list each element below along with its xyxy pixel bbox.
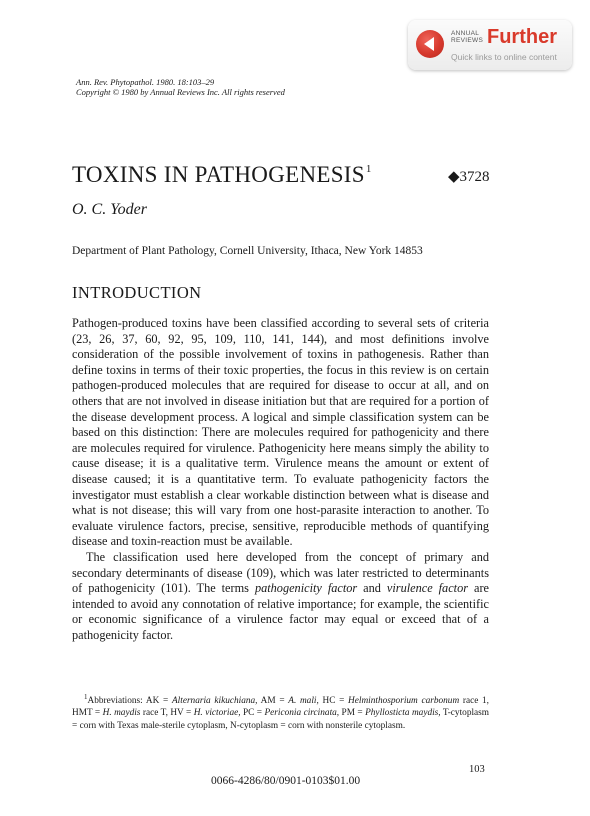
- author-name: O. C. Yoder: [72, 201, 147, 218]
- annual-reviews-further-badge[interactable]: [408, 20, 572, 70]
- author-affiliation: Department of Plant Pathology, Cornell University, Ithaca, New York 14853: [72, 245, 423, 257]
- back-arrow-icon: [416, 30, 444, 58]
- term-virulence-factor: virulence factor: [386, 581, 469, 596]
- term-pathogenicity-factor: pathogenicity factor: [254, 581, 358, 596]
- paragraph-2-text-a: The classification used here developed from the concept of primary and secondary determinants of disease (109), which was later restricted to determinants of pathogenicity (101). The terms: [72, 549, 489, 596]
- footnote-mark: 1: [84, 693, 88, 701]
- badge-annual-label: ANNUAL: [451, 30, 480, 37]
- fn-text: AM =: [257, 696, 289, 707]
- paragraph-2-and: and: [357, 581, 387, 596]
- article-body: [72, 316, 489, 643]
- fn-italic: H. maydis: [102, 708, 141, 719]
- fn-text: PC =: [240, 708, 265, 719]
- fn-text: race 1, HMT =: [72, 696, 489, 719]
- fn-text: HC =: [318, 696, 349, 707]
- badge-quick-links-text: Quick links to online content: [451, 52, 557, 62]
- fn-text: Abbreviations: AK =: [87, 696, 172, 707]
- copyright-line: Copyright © 1980 by Annual Reviews Inc. All rights reserved: [76, 87, 285, 97]
- fn-italic: H. victoriae,: [193, 708, 241, 719]
- article-code: ◆3728: [448, 169, 490, 185]
- badge-reviews-label: REVIEWS: [451, 37, 484, 44]
- article-title-text: TOXINS IN PATHOGENESIS: [72, 162, 365, 187]
- journal-citation: Ann. Rev. Phytopathol. 1980. 18:103–29: [76, 77, 215, 87]
- paragraph-2-text-b: are intended to avoid any connotation of relative importance; for example, the scientific or economic significance of a virulence factor may equal or exceed that of a pathogenicity factor.: [72, 581, 489, 642]
- fn-italic: Alternaria kikuchiana,: [171, 696, 258, 707]
- fn-italic: A. mali,: [288, 696, 319, 707]
- paragraph-2: [72, 550, 489, 644]
- fn-italic: Phyllosticta maydis,: [365, 708, 441, 719]
- fn-text: T-cytoplasm = corn with Texas male-sterile cytoplasm, N-cytoplasm = corn with nonsterile cytoplasm.: [72, 708, 490, 731]
- abbreviations-footnote: [72, 691, 489, 732]
- fn-italic: Helminthosporium carbonum: [348, 696, 460, 707]
- section-heading: INTRODUCTION: [72, 283, 202, 302]
- title-footnote-mark: 1: [365, 163, 372, 175]
- page-number: 103: [469, 764, 485, 775]
- fn-text: PM =: [339, 708, 366, 719]
- fn-text: race T, HV =: [140, 708, 194, 719]
- fn-italic: Periconia circinata,: [264, 708, 340, 719]
- article-title: [72, 162, 372, 188]
- badge-further-label: Further: [487, 26, 557, 48]
- paragraph-1: Pathogen-produced toxins have been classified according to several sets of criteria (23, 26, 37, 60, 92, 95, 109, 110, 141, 144), and most definitions involve consideration of the possible involvement of toxins in pathogenesis. Rather than define toxins in terms of their toxic properties, the focus in this review is on certain pathogen-produced molecules that are required for disease to occur at all, and on others that are not involved in disease initiation but that are required for a portion of the disease development process. A logical and simple classification system can be based on this distinction: There are molecules required for pathogenicity and there are molecules required for virulence. Pathogenicity here means simply the ability to cause disease; it is a qualitative term. Virulence means the amount or extent of disease caused; it is a quantitative term. To evaluate pathogenicity factors the investigator must establish a clear workable distinction between what is disease and what is not disease; this will vary from one host-parasite interaction to another. To evaluate virulence factors, precise, sensitive, reproducible methods of quantifying disease and toxin-reaction must be available.: [72, 316, 489, 549]
- price-code: 0066-4286/80/0901-0103$01.00: [211, 775, 361, 787]
